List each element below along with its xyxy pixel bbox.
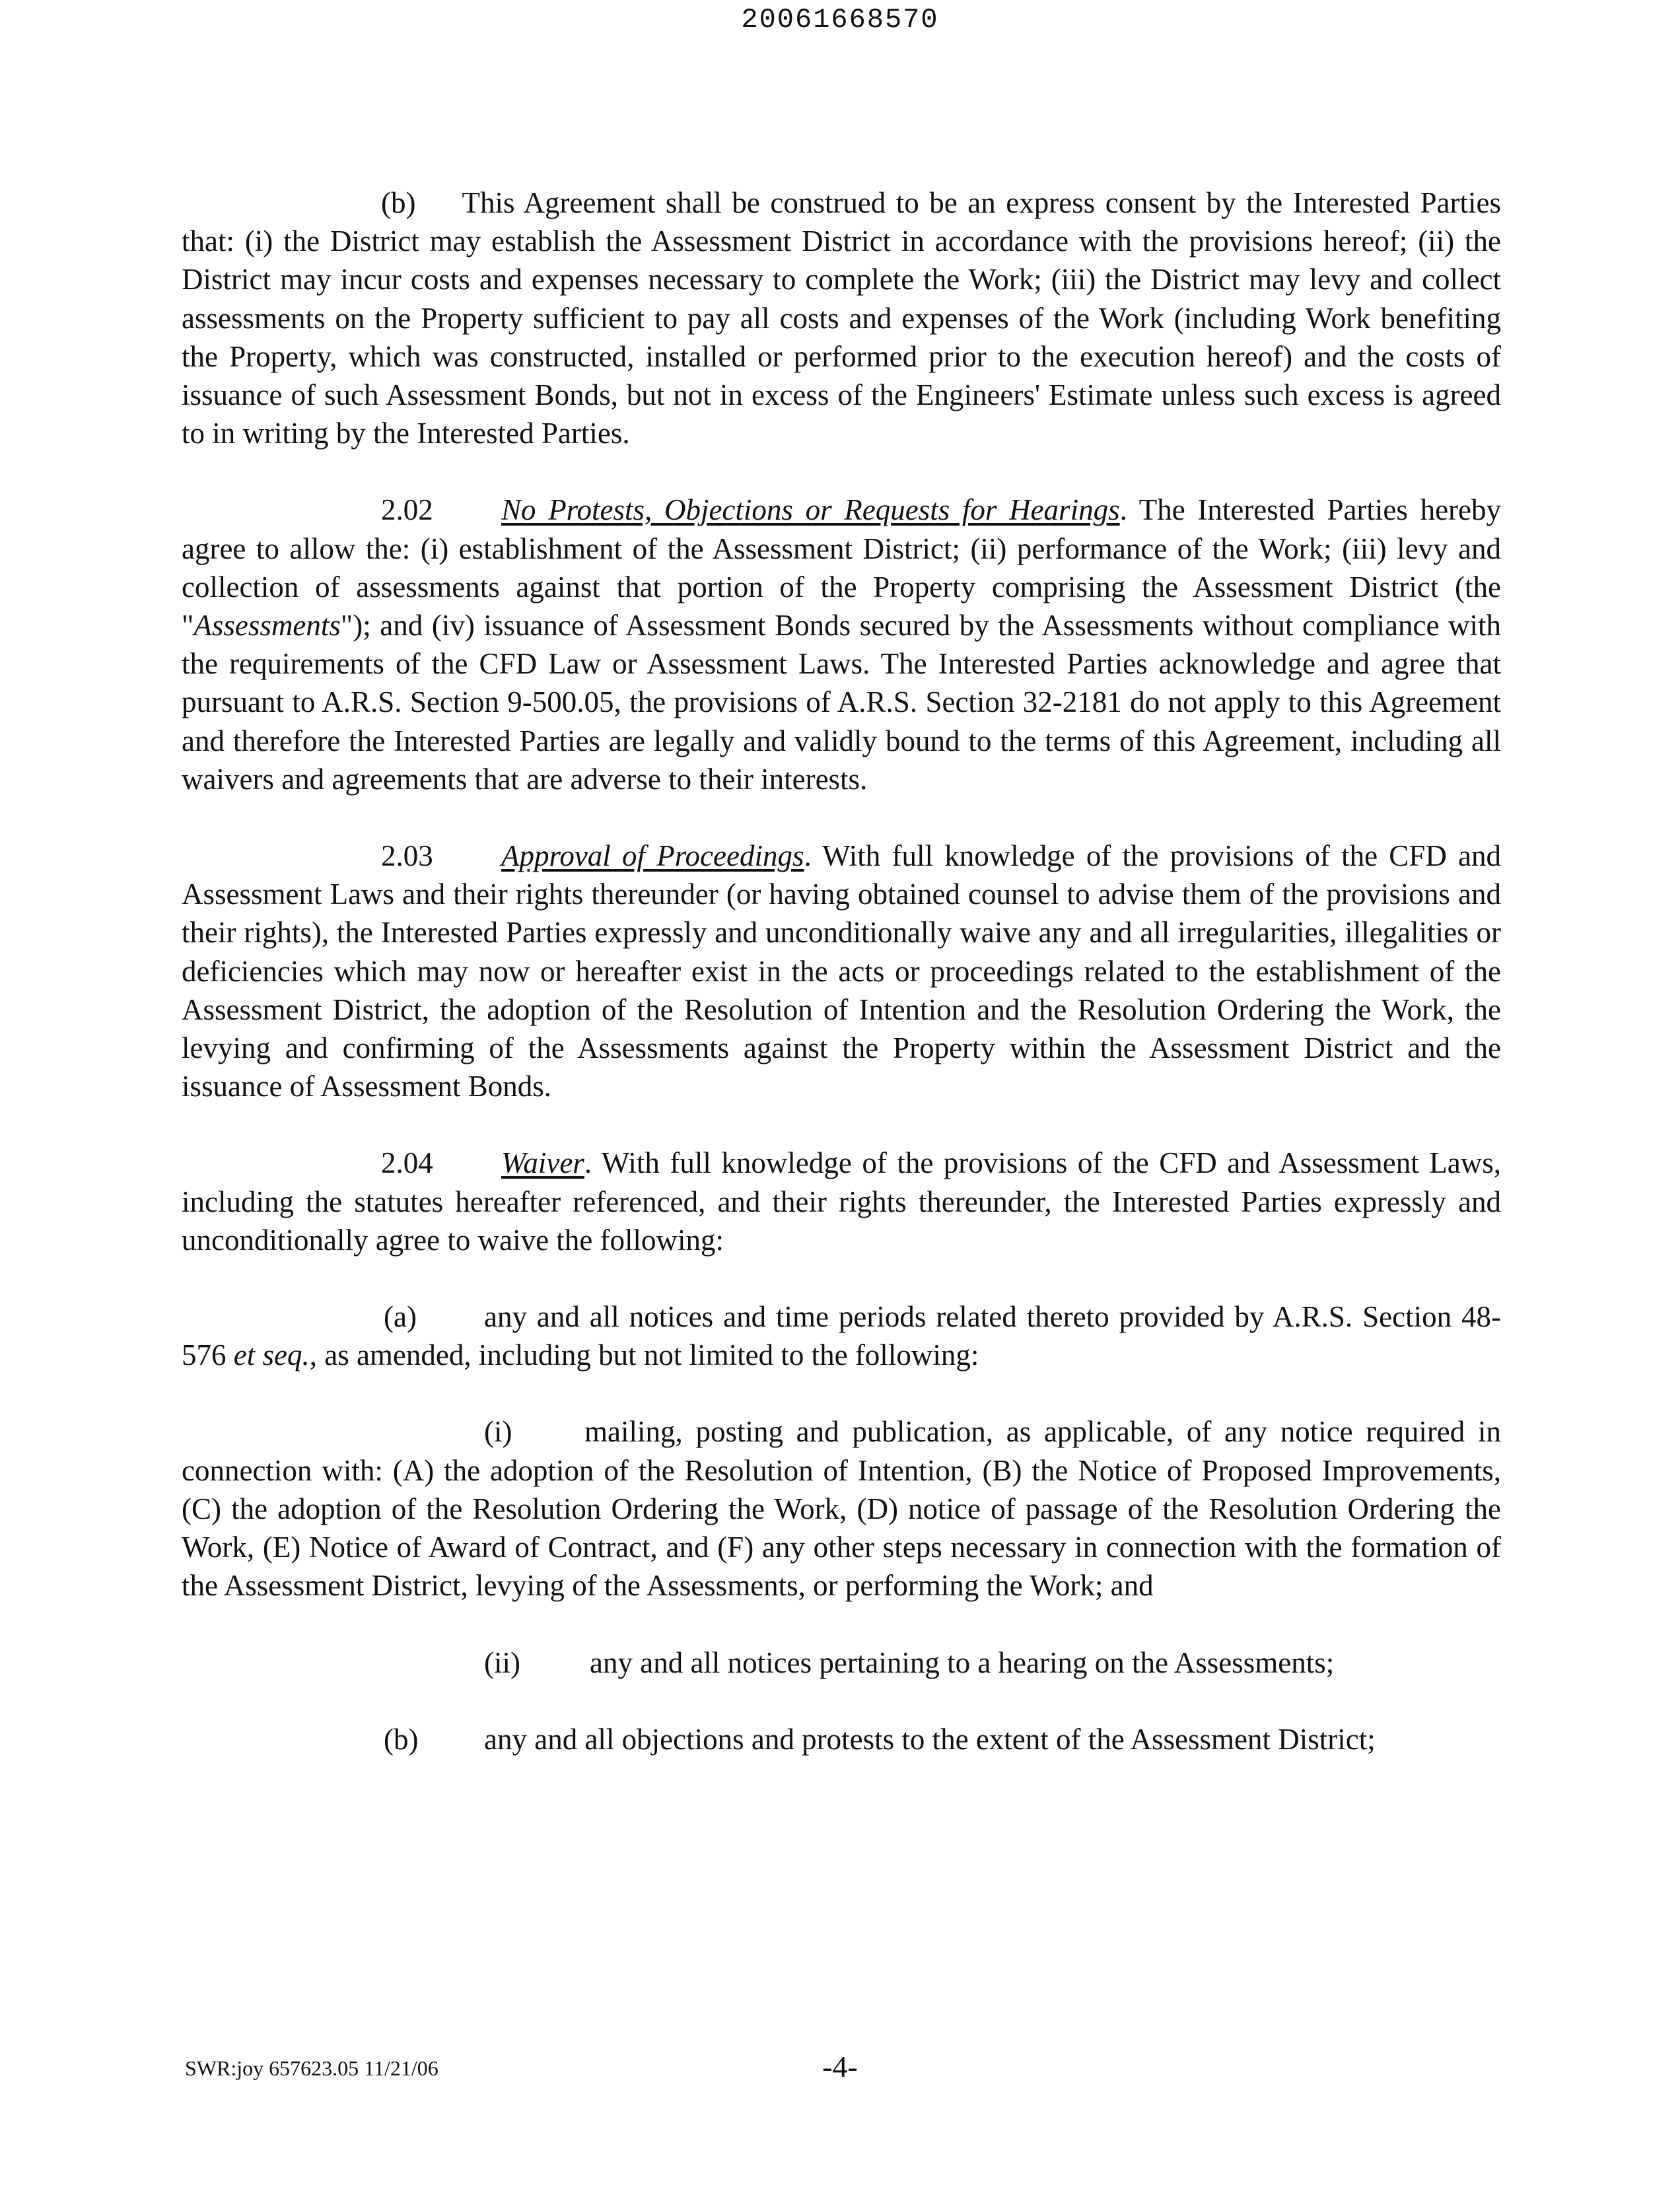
item-text: any and all objections and protests to the extent of the Assessment District;: [484, 1722, 1376, 1756]
section-text-part-2: "); and (iv) issuance of Assessment Bonds secured by the Assessments without compliance with the requirements of the CFD Law or Assessment Laws. The Interested Parties acknowledge and agree that pursuant to A.R.S. Section 9-500.05, the provisions of A.R.S. Section 32-2181 do not apply to this Agreement and therefore the Interested Parties are legally and validly bound to the terms of this Agreement, including all waivers and agreements that are adverse to their interests.: [182, 609, 1501, 796]
item-a-notices: [182, 1298, 1501, 1374]
paragraph-text: This Agreement shall be construed to be an express consent by the Interested Parties that: (i) the District may establish the Assessment District in accordance with the provisions hereof; (ii) the District may incur costs and expenses necessary to complete the Work; (iii) the District may levy and collect assessments on the Property sufficient to pay all costs and expenses of the Work (including Work benefiting the Property, which was constructed, installed or performed prior to the execution hereof) and the costs of issuance of such Assessment Bonds, but not in excess of the Engineers' Estimate unless such excess is agreed to in writing by the Interested Parties.: [182, 186, 1501, 450]
section-2-04: [182, 1144, 1501, 1259]
page-number: -4-: [822, 2050, 858, 2083]
section-text-part-1: . The Interested Parties hereby agree to allow the: (i) establishment of the Assessment District; (ii) performance of the Work; (iii) levy and collection of assessments against that portion of the Property comprising the Assessment District (the ": [182, 493, 1501, 642]
item-label: (i): [484, 1415, 512, 1449]
section-text: . With full knowledge of the provisions of the CFD and Assessment Laws, including the statutes hereafter referenced, and their rights thereunder, the Interested Parties expressly and unconditionally agree to waive the following:: [182, 1146, 1501, 1257]
section-heading: Waiver: [501, 1146, 584, 1180]
section-heading: No Protests, Objections or Requests for Hearings: [501, 493, 1120, 527]
section-number: 2.03: [381, 839, 433, 873]
item-label: (ii): [484, 1646, 520, 1679]
section-heading: Approval of Proceedings: [501, 839, 804, 873]
item-text: any and all notices pertaining to a hearing on the Assessments;: [590, 1646, 1335, 1679]
defined-term: Assessments: [193, 609, 341, 642]
item-ii-hearing-notices: [182, 1644, 1501, 1682]
document-number: 20061668570: [741, 4, 939, 36]
section-number: 2.04: [381, 1146, 433, 1180]
item-text-part-2: , as amended, including but not limited to the following:: [309, 1338, 979, 1372]
section-text: . With full knowledge of the provisions of the CFD and Assessment Laws and their rights thereunder (or having obtained counsel to advise them of the provisions and their rights), the Interested Parties expressly and unconditionally waive any and all irregularities, illegalities or deficiencies which may now or hereafter exist in the acts or proceedings related to the establishment of the Assessment District, the adoption of the Resolution of Intention and the Resolution Ordering the Work, the levying and confirming of the Assessments against the Property within the Assessment District and the issuance of Assessment Bonds.: [182, 839, 1502, 1103]
item-italic-text: et seq.: [233, 1338, 310, 1372]
item-label: (a): [384, 1300, 417, 1334]
item-text: mailing, posting and publication, as applicable, of any notice required in connection with: (A) the adoption of the Resolution of Intention, (B) the Notice of Proposed Improvements, (C) the adoption of the Resolution Ordering the Work, (D) notice of passage of the Resolution Ordering the Work, (E) Notice of Award of Contract, and (F) any other steps necessary in connection with the formation of the Assessment District, levying of the Assessments, or performing the Work; and: [182, 1415, 1501, 1603]
section-2-03: [182, 837, 1501, 1105]
item-text-part-1: any and all notices and time periods related thereto provided by A.R.S. Section 48-576: [182, 1300, 1501, 1372]
footer-reference: SWR:joy 657623.05 11/21/06: [185, 2056, 438, 2080]
section-2-02: [182, 491, 1501, 798]
paragraph-b-consent: [182, 184, 1501, 452]
item-label: (b): [384, 1722, 419, 1756]
paragraph-label: (b): [381, 186, 416, 219]
item-b-objections: [182, 1720, 1501, 1758]
section-number: 2.02: [381, 493, 433, 527]
item-i-mailing: [182, 1412, 1501, 1605]
document-body: [182, 184, 1501, 1797]
